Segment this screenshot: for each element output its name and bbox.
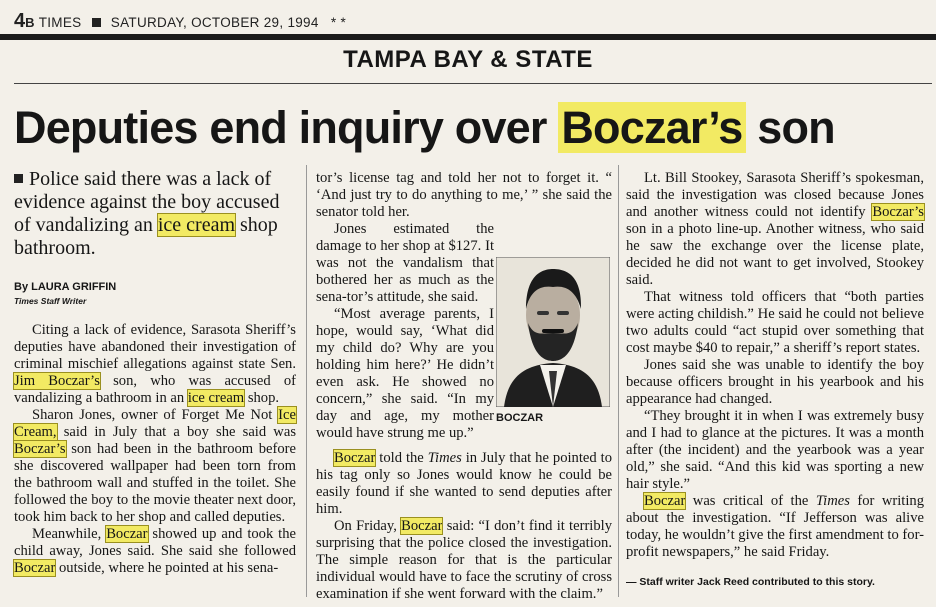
paragraph: “They brought it in when I was extremely busy and I had to glance at the pictures. It was a month after (the incident) and the yearbook was a year old,” she said. “And this kid was sporting a new hair style.” [626,408,924,492]
section-rule-thin [14,83,932,84]
portrait-photo [496,257,610,407]
square-bullet-icon [14,174,23,183]
keyword-highlight: Ice Cream, [14,407,296,440]
paragraph: On Friday, Boczar said: “I don’t find it terribly surprising that the police closed the investigation. The simple reason for that is the particular individual would have to face the scrutiny of cross examination if she went forward with the claim.” [316,518,613,602]
keyword-highlight: ice cream [187,390,245,406]
column-divider [306,165,307,597]
page-number: 4B [14,10,35,32]
keyword-highlight: Boczar [334,450,376,466]
paragraph: Meanwhile, Boczar showed up and took the child away, Jones said. She said she followed Boczar outside, where he pointed at his sena- [14,526,296,576]
deck-text: Police said there was a lack of evidence against the boy accused of vandalizing an [14,168,280,236]
deck-text-end: shop bathroom. [14,214,278,259]
keyword-highlight: Boczar [644,493,686,509]
photo-caption: BOCZAR [496,412,544,424]
column-divider [618,165,619,597]
keyword-highlight: Boczar’s [872,204,924,220]
paragraph: Jones estimated the damage to her shop at $127. It was not the vandalism that bothered her as much as the sena-tor’s attitude, she said. [316,221,494,305]
headline [14,98,932,158]
paragraph: tor’s license tag and told her not to forget it. “ ‘And just try to do anything to me,’ ” she said the senator told her. [316,170,612,220]
paragraph: Boczar was critical of the Times for writing about the investigation. “If Jefferson was alive today, he wouldn’t give the first amendment to for-profit newspapers,” he said Friday. [626,493,924,560]
edition-marks: * * [330,15,347,30]
section-rule-thick [0,34,936,40]
paragraph: Jones said she was unable to identify the boy because officers brought in his yearbook and his appearance had changed. [626,357,924,407]
paragraph: Citing a lack of evidence, Sarasota Sheriff’s deputies have abandoned their investigation of criminal mischief allegations against state Sen. Jim Boczar’s son, who was accused of vandalizing a bathroom in an ice cream shop. [14,322,296,406]
headline-text-end: son [745,102,835,153]
keyword-highlight: Boczar [14,560,56,576]
paragraph: That witness told officers that “both parties were acting childish.” He said he could not believe two adults could “act stupid over something that cost maybe $40 to repair,” a sheriff’s report states. [626,289,924,356]
paragraph: “Most average parents, I hope, would say, ‘What did my child do? Why are you holding him here?’ He didn’t even ask. He showed no concern,” she said. “In my day and age, my mother would have strung me up.” [316,306,494,441]
square-bullet-icon [92,18,101,27]
folio-line [14,10,924,32]
section-title: TAMPA BAY & STATE [343,46,593,73]
deck-summary [14,168,300,260]
byline-title: Times Staff Writer [14,296,87,306]
keyword-highlight: Boczar’s [14,441,66,457]
paragraph: Lt. Bill Stookey, Sarasota Sheriff’s spokesman, said the investigation was closed because Jones and another witness could not identify Boczar’s son in a photo line-up. Another witness, who said he saw the exchange over the license plate, decided he did not want to get involved, Stookey said. [626,170,924,288]
keyword-highlight: Jim Boczar’s [14,373,100,389]
paper-name: TIMES [38,15,82,30]
deck-highlight: ice cream [157,214,236,236]
article-column-3 [626,170,924,561]
paragraph: Boczar told the Times in July that he pointed to his tag only so Jones would know he could be easily found if she wanted to send deputies after him. [316,450,612,517]
contributor-credit: — Staff writer Jack Reed contributed to this story. [626,576,875,588]
byline: By LAURA GRIFFIN [14,281,117,293]
keyword-highlight: Boczar [106,526,148,542]
issue-date: SATURDAY, OCTOBER 29, 1994 [110,15,319,30]
headline-text: Deputies end inquiry over [14,102,559,153]
paragraph: Sharon Jones, owner of Forget Me Not Ice Cream, said in July that a boy she said was Boczar’s son had been in the bathroom before she discovered wallpaper had been torn from the bathroom wall and stuffed in the toilet. She followed the boy to the movie theater next door, took him back to her shop and called deputies. [14,407,296,525]
keyword-highlight: Boczar [401,518,443,534]
headline-highlight: Boczar’s [558,102,745,153]
article-column-1 [14,322,296,577]
